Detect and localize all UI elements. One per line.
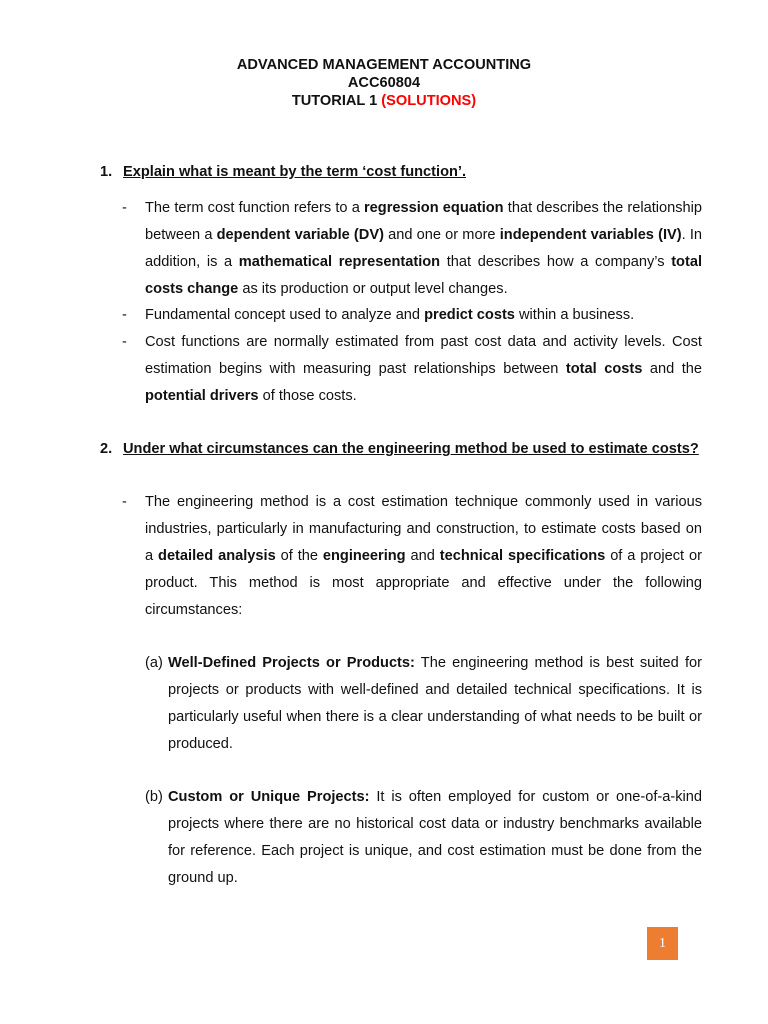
bullet-dash: - [122,334,127,350]
solutions-label: (SOLUTIONS) [381,93,477,109]
bullet-text: Fundamental concept used to analyze and predict costs within a business. [145,307,635,323]
item-heading: Well-Defined Projects or Products: [168,655,415,671]
document-header [0,56,768,110]
question-1 [100,159,702,186]
item-label: (b) [145,789,163,805]
item-heading: Custom or Unique Projects: [168,789,370,805]
question-number: 2. [100,441,113,457]
q2-item-a [145,650,702,758]
q1-bullet-3 [122,329,702,410]
question-2 [100,436,702,463]
q2-item-b [145,784,702,892]
page-number-badge: 1 [647,927,678,960]
course-title: ADVANCED MANAGEMENT ACCOUNTING [236,57,532,73]
bullet-dash: - [122,494,127,510]
q2-bullet-1 [122,489,702,624]
bullet-dash: - [122,200,127,216]
item-label: (a) [145,655,163,671]
q1-bullet-1 [122,195,702,303]
item-text: Well-Defined Projects or Products: The engineering method is best suited for projects or products with well-defined and detailed technical specifications. It is particularly useful when there is a clear understanding of what needs to be built or produced. [168,655,702,752]
question-number: 1. [100,164,113,180]
tutorial-title: TUTORIAL 1 (SOLUTIONS) [291,93,477,109]
q1-bullet-2 [122,302,702,329]
course-code: ACC60804 [347,75,421,91]
bullet-text: Cost functions are normally estimated from past cost data and activity levels. Cost estimation begins with measuring past relationships between total costs and the potential drivers of those costs. [145,334,703,404]
item-text: Custom or Unique Projects: It is often employed for custom or one-of-a-kind projects where there are no historical cost data or industry benchmarks available for reference. Each project is unique, and cost estimation must be done from the ground up. [168,789,702,886]
question-text: Under what circumstances can the engineering method be used to estimate costs? [123,441,699,457]
bullet-dash: - [122,307,127,323]
bullet-text: The engineering method is a cost estimation technique commonly used in various industries, particularly in manufacturing and construction, to estimate costs based on a detailed analysis of the engineering and technical specifications of a project or product. This method is most appropriate and effective under the following circumstances: [145,494,702,618]
bullet-text: The term cost function refers to a regression equation that describes the relationship between a dependent variable (DV) and one or more independent variables (IV). In addition, is a mathematical representation that describes how a company’s total costs change as its production or output level changes. [145,200,703,297]
question-text: Explain what is meant by the term ‘cost function’. [123,164,467,180]
